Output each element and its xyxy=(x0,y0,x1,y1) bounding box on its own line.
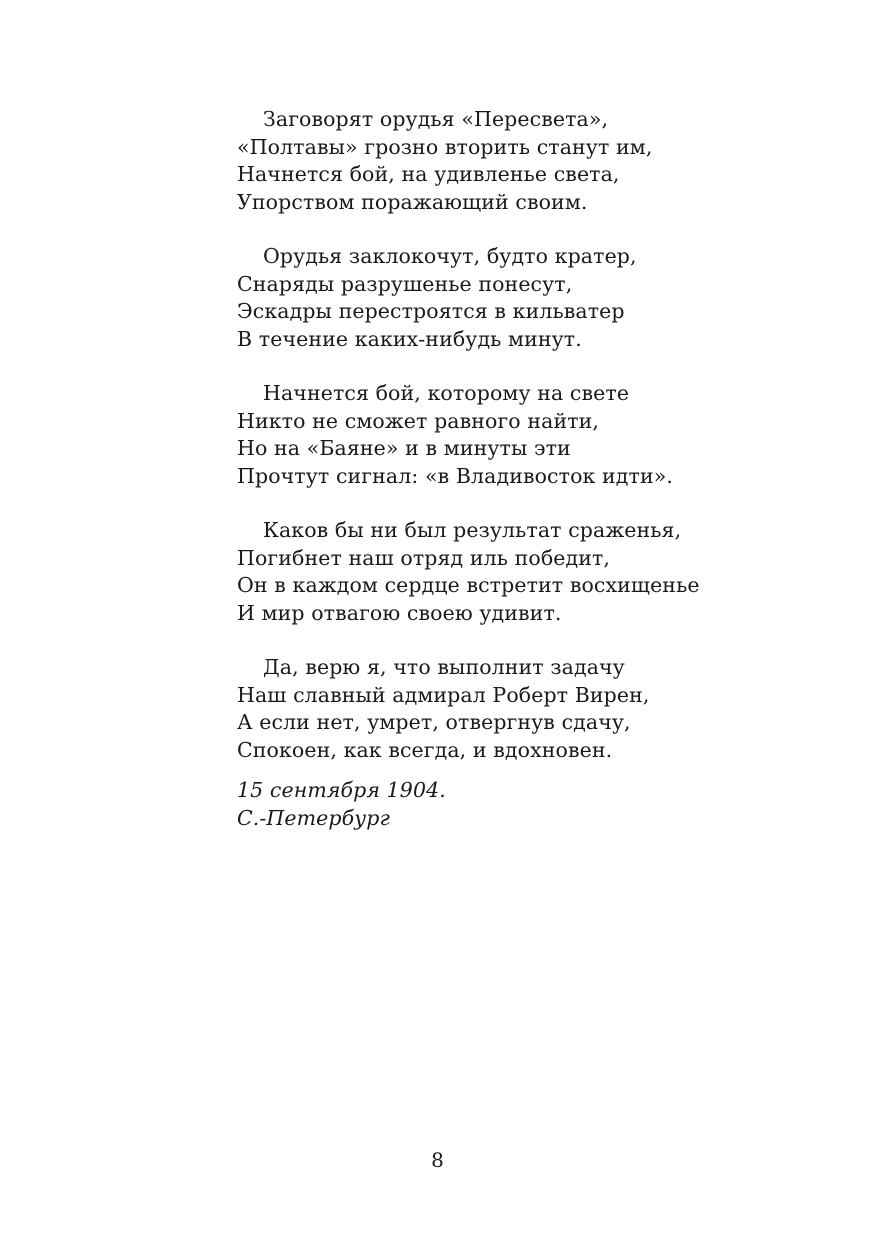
poem-line: «Полтавы» грозно вторить станут им, xyxy=(237,134,653,159)
signature-place: С.-Петербург xyxy=(237,805,390,830)
poem-line: А если нет, умрет, отвергнув сдачу, xyxy=(237,710,631,734)
poem-line: В течение каких-нибудь минут. xyxy=(237,326,582,351)
signature xyxy=(237,777,837,832)
poem-line: Погибнет наш отряд иль победит, xyxy=(237,545,611,570)
poem-line: Заговорят орудья «Пересвета», xyxy=(263,107,609,131)
poem-line: Он в каждом сердце встретит восхищенье xyxy=(237,573,700,597)
poem-line: Никто не сможет равного найти, xyxy=(237,408,600,433)
stanza-5 xyxy=(237,654,837,764)
poem-line: Прочтут сигнал: «в Владивосток идти». xyxy=(237,463,673,488)
signature-date: 15 сентября 1904. xyxy=(237,778,446,802)
poem-line: Да, верю я, что выполнит задачу xyxy=(263,655,625,679)
stanza-4 xyxy=(237,517,837,627)
poem-line: Снаряды разрушенье понесут, xyxy=(237,271,573,296)
poem-line: Каков бы ни был результат сраженья, xyxy=(263,518,682,542)
stanza-3 xyxy=(237,380,837,490)
poem-line: Начнется бой, на удивленье света, xyxy=(237,162,620,186)
poem-line: Спокоен, как всегда, и вдохновен. xyxy=(237,737,613,762)
poem-line: Орудья заклокочут, будто кратер, xyxy=(263,244,637,268)
poem-line: И мир отвагою своею удивит. xyxy=(237,600,562,625)
poem-line: Наш славный адмирал Роберт Вирен, xyxy=(237,682,650,707)
poem-line: Начнется бой, которому на свете xyxy=(263,381,630,405)
poem-line: Но на «Баяне» и в минуты эти xyxy=(237,436,571,460)
stanza-1 xyxy=(237,106,837,216)
poem-line: Эскадры перестроятся в кильватер xyxy=(237,299,625,323)
page-number: 8 xyxy=(431,1148,444,1172)
stanza-2 xyxy=(237,243,837,353)
poem-line: Упорством поражающий своим. xyxy=(237,189,588,214)
poem xyxy=(237,106,837,832)
